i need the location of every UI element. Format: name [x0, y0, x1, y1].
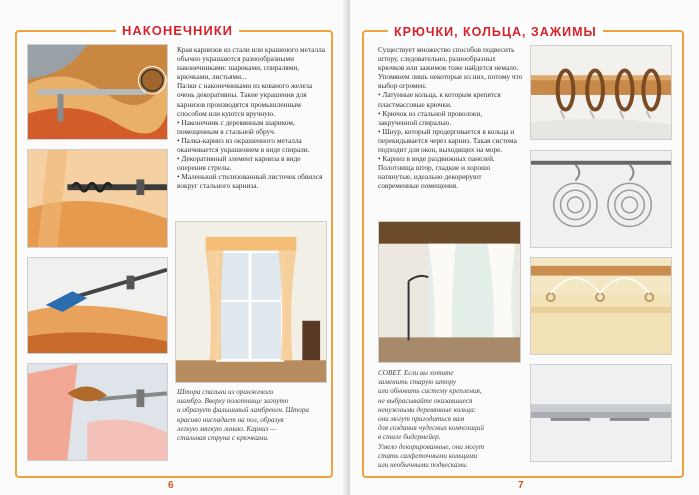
right-caption-tip: [378, 369, 523, 470]
right-body-bullet-3: • Шнур, который продергивается в кольца и перекидывается через карниз. Такая система подходит для окон, выходящих на море.: [378, 126, 517, 155]
left-page-title: НАКОНЕЧНИКИ: [116, 23, 239, 39]
left-caption-line-6: стальная струна с крючками.: [177, 434, 269, 443]
right-body-bullet-2: • Крючок из стальной проволоки, закрученной спиралью.: [378, 108, 483, 127]
left-body-bullet-4: • Маленький стилизованный листочек обвился вокруг стального карниза.: [177, 172, 323, 191]
right-caption-line-2: заменить старую штору: [378, 378, 457, 387]
right-body-bullet-1: • Латунные кольца, к которым крепятся пластмассовые крючки.: [378, 90, 501, 109]
finial-arrow-photo: [27, 257, 168, 354]
left-caption-line-2: шамбрэ. Вверху полотнище загнуто: [177, 397, 289, 406]
right-caption-line-3: или обновить систему крепления,: [378, 387, 482, 396]
left-body-bullet-3: • Декоративный элемент карниза в виде оперения стрелы.: [177, 154, 301, 173]
right-caption-line-4: не выбрасывайте оказавшиеся: [378, 396, 473, 405]
left-body-bullet-2: • Палка-карниз из окрашенного металла оканчивается украшением в виде спирали.: [177, 135, 310, 155]
right-caption-line-8: в стиле бидермейер.: [378, 433, 441, 442]
left-page: [0, 0, 349, 495]
left-caption: [177, 388, 327, 443]
finial-spiral-photo: [27, 149, 168, 248]
right-caption-line-9: Умело декорированные, они могут: [378, 442, 485, 451]
finial-ball-photo: [27, 44, 168, 140]
left-body-para-1: Края карнизов из стали или крашеного металла обычно украшаются разнообразными наконечниками: шариками, спиралями, крючками, листьями...: [177, 45, 325, 82]
right-body-text: [378, 45, 523, 191]
left-caption-line-1: Штора спальни из оранжевого: [177, 388, 274, 396]
brass-rings-photo: [530, 45, 672, 140]
sliding-panels-photo: [530, 364, 672, 462]
left-body-text: [177, 45, 327, 191]
right-caption-line-1: СОВЕТ. Если вы хотите: [378, 369, 454, 377]
right-caption-line-6: они могут пригодиться вам: [378, 415, 465, 424]
left-body-para-2: Палки с наконечниками из кованого железа очень декоративны. Такие украшения для карнизов производятся промышленным способом или куются вручную.: [177, 81, 313, 118]
right-page-title: КРЮЧКИ, КОЛЬЦА, ЗАЖИМЫ: [388, 24, 603, 40]
right-body-bullet-4: • Карниз в виде раздвижных панелей. Полотнища штор, гладкие и хорошо натянутые, идеально декорируют современные помещения.: [378, 154, 495, 191]
right-caption-line-5: ненужными деревянные кольца:: [378, 405, 477, 414]
left-caption-line-4: красиво ниспадает на пол, образуя: [177, 415, 284, 424]
right-page-number: 7: [518, 480, 524, 491]
finial-leaf-photo: [27, 363, 168, 461]
bedroom-curtain-photo: [175, 221, 327, 383]
right-body-para-1: Существует множество способов подвесить штору, следовательно, разнообразных крючков или зажимов тоже найдется немало. Упомянем лишь некоторые из них, потому что выбор огромен.: [378, 45, 523, 91]
cord-rings-photo: [530, 257, 672, 355]
left-caption-line-5: легкую мягкую линию. Карниз —: [177, 424, 277, 433]
left-page-number: 6: [168, 480, 174, 491]
right-caption-line-7: для создания чудесных композиций: [378, 424, 484, 433]
left-body-bullet-1: • Наконечник с деревянным шариком, помещенным в стальной обруч.: [177, 117, 295, 136]
spiral-hooks-photo: [530, 150, 672, 248]
right-caption-line-11: или необычными подвесками.: [378, 461, 468, 470]
right-page: [350, 0, 699, 495]
left-caption-line-3: и образует фальшивый ламбрекен. Штора: [177, 406, 310, 415]
interior-window-photo: [378, 221, 521, 363]
right-caption-line-10: стать салфеточными кольцами: [378, 451, 478, 460]
